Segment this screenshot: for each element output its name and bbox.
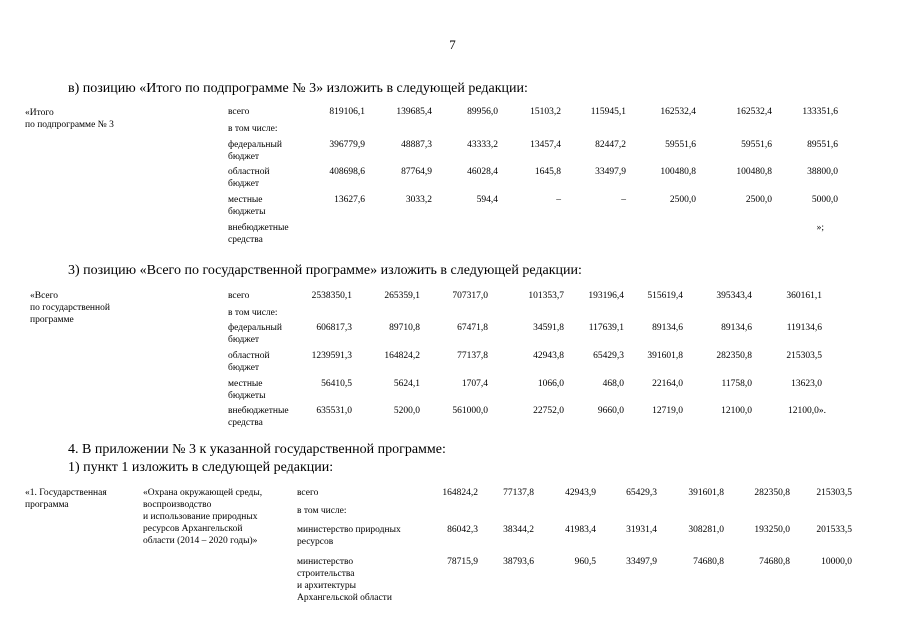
row-label: всего xyxy=(297,488,319,498)
table-cell: 67471,8 xyxy=(457,323,488,333)
table-cell: 133351,6 xyxy=(802,107,838,117)
table-cell: 594,4 xyxy=(476,195,498,205)
row-label: всего xyxy=(228,107,250,117)
table-cell: 74680,8 xyxy=(693,557,724,567)
table-cell: 38344,2 xyxy=(503,525,534,535)
program-name-line: и использование природных xyxy=(143,512,258,522)
table-cell: 65429,3 xyxy=(593,351,624,361)
row-label: бюджеты xyxy=(228,207,266,217)
table-cell: 65429,3 xyxy=(626,488,657,498)
table-cell: 2538350,1 xyxy=(311,291,352,301)
row-label: местные xyxy=(228,379,263,389)
table-cell: 43333,2 xyxy=(467,140,498,150)
table-cell: 819106,1 xyxy=(329,107,365,117)
table-cell: 10000,0 xyxy=(821,557,852,567)
row-label: строительства xyxy=(297,569,355,579)
row-label: в том числе: xyxy=(228,308,278,318)
row-title-line: «Итого xyxy=(25,108,54,118)
row-label: и архитектуры xyxy=(297,581,357,591)
table-cell: 89134,6 xyxy=(652,323,683,333)
row-label: министерство природных xyxy=(297,525,401,535)
table-cell: 13627,6 xyxy=(334,195,365,205)
row-label: бюджеты xyxy=(228,391,266,401)
table-cell: 960,5 xyxy=(574,557,596,567)
table-cell: 78715,9 xyxy=(447,557,478,567)
table-cell: 87764,9 xyxy=(401,167,432,177)
table-cell: 12100,0». xyxy=(788,406,826,416)
row-label: министерство xyxy=(297,557,354,567)
table-cell: 5000,0 xyxy=(811,195,838,205)
table-cell: 38800,0 xyxy=(807,167,838,177)
table-cell: 115945,1 xyxy=(590,107,626,117)
table-cell: 3033,2 xyxy=(405,195,432,205)
row-label: бюджет xyxy=(228,152,260,162)
table-cell: 282350,8 xyxy=(716,351,752,361)
table-cell: 9660,0 xyxy=(597,406,624,416)
table-cell: 2500,0 xyxy=(669,195,696,205)
table-cell: 89551,6 xyxy=(807,140,838,150)
table-cell: 89956,0 xyxy=(467,107,498,117)
table-cell: 15103,2 xyxy=(530,107,561,117)
program-name-line: области (2014 – 2020 годы)» xyxy=(143,536,258,546)
row-label: внебюджетные xyxy=(228,223,289,233)
row-title-line: по государственной xyxy=(30,303,110,313)
table-cell: 86042,3 xyxy=(447,525,478,535)
row-label: внебюджетные xyxy=(228,406,289,416)
table-cell: 74680,8 xyxy=(759,557,790,567)
row-label: средства xyxy=(228,235,263,245)
table-cell: 162532,4 xyxy=(660,107,696,117)
row-label: средства xyxy=(228,418,263,428)
row-label: федеральный xyxy=(228,323,282,333)
table-cell: 360161,1 xyxy=(786,291,822,301)
table-cell: 77137,8 xyxy=(503,488,534,498)
row-label: областной xyxy=(228,167,270,177)
row-title-line: по подпрограмме № 3 xyxy=(25,120,114,130)
table-cell: 100480,8 xyxy=(660,167,696,177)
table-cell: 11758,0 xyxy=(721,379,752,389)
table-cell: 77137,8 xyxy=(457,351,488,361)
row-label: бюджет xyxy=(228,179,260,189)
table-cell: 606817,3 xyxy=(316,323,352,333)
row-label: бюджет xyxy=(228,335,260,345)
table-cell: 31931,4 xyxy=(626,525,657,535)
section-v-heading: в) позицию «Итого по подпрограмме № 3» изложить в следующей редакции: xyxy=(68,81,528,96)
table-cell: 193196,4 xyxy=(588,291,624,301)
program-label-line: «1. Государственная xyxy=(25,488,107,498)
section-3-heading: 3) позицию «Всего по государственной программе» изложить в следующей редакции: xyxy=(68,263,582,278)
program-label-line: программа xyxy=(25,500,69,510)
table-cell: 1066,0 xyxy=(537,379,564,389)
row-label: местные xyxy=(228,195,263,205)
row-title-line: программе xyxy=(30,315,74,325)
section-4-subheading: 1) пункт 1 изложить в следующей редакции: xyxy=(68,460,334,475)
table-cell: 42943,8 xyxy=(533,351,564,361)
table-cell: – xyxy=(556,195,561,205)
table-cell: 1645,8 xyxy=(534,167,561,177)
table-cell: 515619,4 xyxy=(647,291,683,301)
section-4-heading: 4. В приложении № 3 к указанной государственной программе: xyxy=(68,442,446,457)
row-label: в том числе: xyxy=(228,124,278,134)
table-cell: 391601,8 xyxy=(688,488,724,498)
table-cell: 41983,4 xyxy=(565,525,596,535)
table-cell: 308281,0 xyxy=(688,525,724,535)
table-cell: 13623,0 xyxy=(791,379,822,389)
row-label: областной xyxy=(228,351,270,361)
table-cell: 82447,2 xyxy=(595,140,626,150)
table-cell: 59551,6 xyxy=(741,140,772,150)
row-label: в том числе: xyxy=(297,506,347,516)
table-cell: 33497,9 xyxy=(595,167,626,177)
table-cell: 5624,1 xyxy=(393,379,420,389)
table-cell: 13457,4 xyxy=(530,140,561,150)
table-cell: 193250,0 xyxy=(754,525,790,535)
program-name-line: воспроизводство xyxy=(143,500,212,510)
table-cell: 117639,1 xyxy=(588,323,624,333)
row-label: бюджет xyxy=(228,363,260,373)
program-name-line: ресурсов Архангельской xyxy=(143,524,243,534)
table-cell: – xyxy=(621,195,626,205)
table-cell: 1239591,3 xyxy=(311,351,352,361)
table-cell: 265359,1 xyxy=(384,291,420,301)
table-cell: 282350,8 xyxy=(754,488,790,498)
table-cell: 100480,8 xyxy=(736,167,772,177)
program-name-line: «Охрана окружающей среды, xyxy=(143,488,263,498)
table-cell: 5200,0 xyxy=(393,406,420,416)
table-cell: 119134,6 xyxy=(786,323,822,333)
table-cell: 56410,5 xyxy=(321,379,352,389)
table-cell: 468,0 xyxy=(602,379,624,389)
table-cell: 59551,6 xyxy=(665,140,696,150)
table-cell: »; xyxy=(816,223,824,233)
table-cell: 395343,4 xyxy=(716,291,752,301)
table-cell: 561000,0 xyxy=(452,406,488,416)
page-number: 7 xyxy=(449,37,456,52)
table-cell: 12100,0 xyxy=(721,406,752,416)
table-cell: 164824,2 xyxy=(384,351,420,361)
table-cell: 164824,2 xyxy=(442,488,478,498)
table-cell: 22164,0 xyxy=(652,379,683,389)
table-cell: 89134,6 xyxy=(721,323,752,333)
table-cell: 89710,8 xyxy=(389,323,420,333)
row-label: всего xyxy=(228,291,250,301)
row-title-line: «Всего xyxy=(30,291,59,301)
table-cell: 46028,4 xyxy=(467,167,498,177)
table-cell: 12719,0 xyxy=(652,406,683,416)
table-cell: 34591,8 xyxy=(533,323,564,333)
table-cell: 635531,0 xyxy=(316,406,352,416)
table-cell: 1707,4 xyxy=(461,379,488,389)
table-cell: 391601,8 xyxy=(647,351,683,361)
table-cell: 201533,5 xyxy=(816,525,852,535)
table-cell: 38793,6 xyxy=(503,557,534,567)
table-cell: 139685,4 xyxy=(396,107,432,117)
table-cell: 33497,9 xyxy=(626,557,657,567)
table-cell: 162532,4 xyxy=(736,107,772,117)
row-label: Архангельской области xyxy=(297,593,392,603)
row-label: федеральный xyxy=(228,140,282,150)
table-cell: 408698,6 xyxy=(329,167,365,177)
table-cell: 707317,0 xyxy=(452,291,488,301)
table-cell: 396779,9 xyxy=(329,140,365,150)
table-cell: 215303,5 xyxy=(816,488,852,498)
table-cell: 42943,9 xyxy=(565,488,596,498)
table-cell: 101353,7 xyxy=(528,291,564,301)
row-label: ресурсов xyxy=(297,537,334,547)
table-cell: 215303,5 xyxy=(786,351,822,361)
table-cell: 22752,0 xyxy=(533,406,564,416)
table-cell: 48887,3 xyxy=(401,140,432,150)
table-cell: 2500,0 xyxy=(745,195,772,205)
